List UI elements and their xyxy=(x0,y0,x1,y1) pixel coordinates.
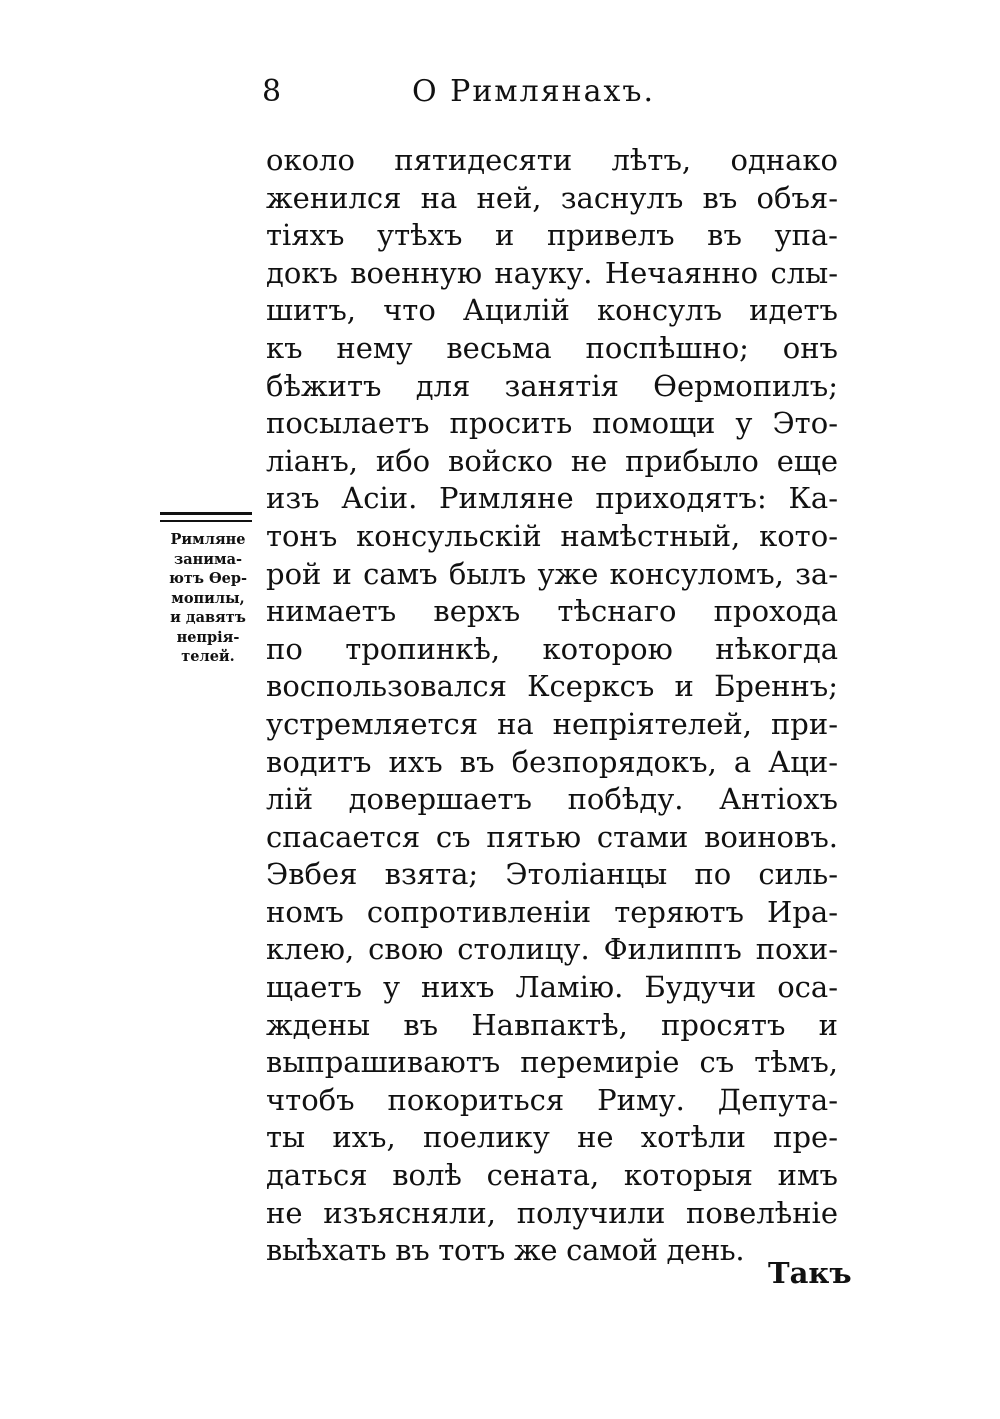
side-note-line: телей. xyxy=(181,648,235,665)
body-text xyxy=(266,142,838,1270)
text-line: даться волѣ сената, которыя имъ xyxy=(266,1158,838,1193)
text-line: водитъ ихъ въ безпорядокъ, а Аци- xyxy=(266,744,838,779)
text-line: не изъясняли, получили повелѣніе xyxy=(266,1195,838,1230)
text-line: около пятидесяти лѣтъ, однако xyxy=(266,143,838,177)
running-head: О Римлянахъ. xyxy=(412,74,656,109)
text-line: воспользовался Ксерксъ и Бреннъ; xyxy=(266,669,838,704)
text-line: шитъ, что Ацилій консулъ идетъ xyxy=(266,293,838,328)
text-line: лій довершаетъ побѣду. Антіохъ xyxy=(266,782,838,817)
text-line: спасается съ пятью стами воиновъ. xyxy=(266,819,838,854)
side-note-line: непрія- xyxy=(176,628,240,646)
text-line: тіяхъ утѣхъ и привелъ въ упа- xyxy=(266,218,838,253)
text-line: нимаетъ верхъ тѣснаго прохода xyxy=(266,594,838,629)
side-note xyxy=(156,530,260,667)
text-line: по тропинкѣ, которою нѣкогда xyxy=(266,631,838,666)
catchword: Такъ xyxy=(768,1256,852,1290)
page-number: 8 xyxy=(262,74,282,109)
side-note-line: ютъ Өер- xyxy=(168,570,248,587)
side-note-line: мопилы, xyxy=(171,589,245,607)
text-line: изъ Асіи. Римляне приходятъ: Ка- xyxy=(266,481,838,516)
text-line: къ нему весьма поспѣшно; онъ xyxy=(266,330,838,365)
side-note-line: Римляне xyxy=(170,531,246,548)
text-line: Эвбея взята; Этоліанцы по силь- xyxy=(266,857,838,892)
text-line: ліанъ, ибо войско не прибыло еще xyxy=(266,443,838,478)
side-note-rule xyxy=(160,512,252,515)
text-line: чтобъ покориться Риму. Депута- xyxy=(266,1082,838,1117)
text-line: ты ихъ, поелику не хотѣли пре- xyxy=(266,1120,838,1155)
text-line: устремляется на непріятелей, при- xyxy=(266,706,838,741)
text-line: выѣхать въ тотъ же самой день. xyxy=(266,1233,745,1268)
text-line: бѣжитъ для занятія Өермопилъ; xyxy=(266,368,838,403)
text-line: клею, свою столицу. Филиппъ похи- xyxy=(266,932,838,967)
text-line: выпрашиваютъ перемиріе съ тѣмъ, xyxy=(266,1045,838,1080)
text-line: номъ сопротивленіи теряютъ Ира- xyxy=(266,894,838,929)
text-line: тонъ консульскій намѣстный, кото- xyxy=(266,518,838,553)
side-note-line: занима- xyxy=(173,550,243,568)
text-line: щаетъ у нихъ Ламію. Будучи оса- xyxy=(266,970,838,1005)
side-note-rule xyxy=(160,520,252,522)
text-line: посылаетъ просить помощи у Это- xyxy=(266,406,838,441)
text-line: женился на ней, заснулъ въ объя- xyxy=(266,180,838,215)
side-note-line: и давятъ xyxy=(170,609,246,626)
text-line: ждены въ Навпактѣ, просятъ и xyxy=(266,1007,838,1042)
text-line: рой и самъ былъ уже консуломъ, за- xyxy=(266,556,838,591)
text-line: докъ военную науку. Нечаянно слы- xyxy=(266,255,838,290)
